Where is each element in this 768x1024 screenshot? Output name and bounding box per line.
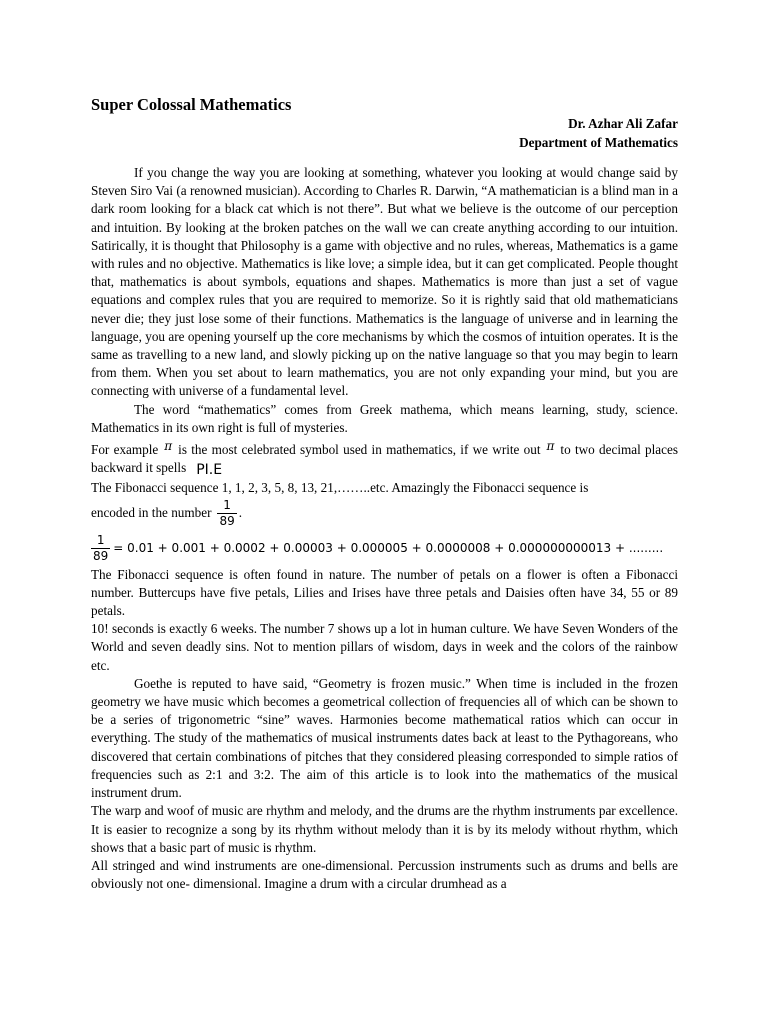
pi-text-a: For example xyxy=(91,442,159,458)
paragraph-goethe: Goethe is reputed to have said, “Geometry is frozen music.” When time is included in the frozen geometry we have music which becomes a geometrical collection of frequencies all of which can be shown to be a series of trigonometric “sine” waves. Harmonies become mathematical ratios which can occur in everything. The study of the mathematics of musical instruments dates back at least to the Pythagoreans, who discovered that certain combinations of pitches that they considered pleasing corresponded to simple ratios of frequencies such as 2:1 and 3:2. The aim of this article is to look into the mathematics of the musical instrument drum. xyxy=(91,675,678,801)
paragraph-rhythm: The warp and woof of music are rhythm and melody, and the drums are the rhythm instruments par excellence. It is easier to recognize a song by its rhythm without melody than it is by its melody without rhythm, which shows that a basic part of music is rhythm. xyxy=(91,803,678,855)
fibonacci-text-b: encoded in the number xyxy=(91,505,212,521)
fraction-numerator: 1 xyxy=(223,497,231,512)
fibonacci-encoded-line: encoded in the number $\frac{1}{89}$ . xyxy=(91,497,243,528)
pi-symbol: π xyxy=(164,439,173,454)
equation-expansion: = 0.01 + 0.001 + 0.0002 + 0.00003 + 0.000005 + 0.0000008 + 0.000000000013 + ......... xyxy=(113,541,664,556)
fibonacci-text-a: The Fibonacci sequence 1, 1, 2, 3, 5, 8, 13, 21,……..etc. Amazingly the Fibonacci sequence is xyxy=(91,480,589,496)
equation-fraction xyxy=(91,533,110,564)
pi-text-b: is the most celebrated symbol used in mathematics, if we write out xyxy=(178,442,541,458)
document-title: Super Colossal Mathematics xyxy=(91,95,292,114)
fraction-one-over-89 xyxy=(217,498,236,529)
paragraph-instruments: All stringed and wind instruments are one-dimensional. Percussion instruments such as drums and bells are obviously not one- dimensional. Imagine a drum with a circular drumhead as a xyxy=(91,857,678,892)
paragraph-fibonacci-nature: The Fibonacci sequence is often found in nature. The number of petals on a flower is often a Fibonacci number. Buttercups have five petals, Lilies and Irises have three petals and Daisies often have 34, 55 or 89 petals. xyxy=(91,566,678,619)
fraction-denominator: 89 xyxy=(219,513,235,528)
paragraph-ten-factorial: 10! seconds is exactly 6 weeks. The number 7 shows up a lot in human culture. We have Seven Wonders of the World and seven deadly sins. Not to mention pillars of wisdom, days in week and the colors of the rainbow etc. xyxy=(91,621,678,673)
document-page xyxy=(91,95,678,893)
pi-symbol: π xyxy=(546,439,555,454)
pi-backward-spelling: PI.E xyxy=(196,462,223,479)
paragraph-pi-example xyxy=(91,437,678,479)
paragraph-fibonacci xyxy=(91,479,678,497)
author-name: Dr. Azhar Ali Zafar xyxy=(568,116,678,131)
pi-text-c: to two decimal places backward it spells xyxy=(91,442,678,476)
paragraph-word-mathematics: The word “mathematics” comes from Greek mathema, which means learning, study, science. Mathematics in its own right is full of mysteries. xyxy=(91,401,678,435)
paragraph-intro: If you change the way you are looking at something, whatever you looking at would change said by Steven Siro Vai (a renowned musician). According to Charles R. Darwin, “A mathematician is a blind man in a dark room looking for a black cat which is not there”. But what we believe is the outcome of our perception and intuition. By looking at the broken patches on the wall we can create anything according to our intuition. Satirically, it is thought that Philosophy is a game with objective and no rules, whereas, Mathematics is a game with rules and no objective. Mathematics is like love; a simple idea, but it can get complicated. People thought that, mathematics is about symbols, equations and shapes. Mathematics is more than just a set of vague equations and complex rules that you are required to memorize. So it is rightly said that old mathematicians never die; they just lose some of their functions. Mathematics is the language of universe and in learning the language, you are opening yourself up the core mechanisms by which the cosmos of intuition operates. It is the same as travelling to a new land, and slowly picking up on the native language so that you may begin to learn from them. When you set about to learn mathematics, you are not only expanding your mind, but you are connecting with universe of a fundamental level. xyxy=(91,165,678,399)
equation-denominator: 89 xyxy=(93,548,109,563)
fibonacci-equation xyxy=(91,533,678,564)
equation-numerator: 1 xyxy=(96,532,105,547)
department-name: Department of Mathematics xyxy=(519,135,678,150)
